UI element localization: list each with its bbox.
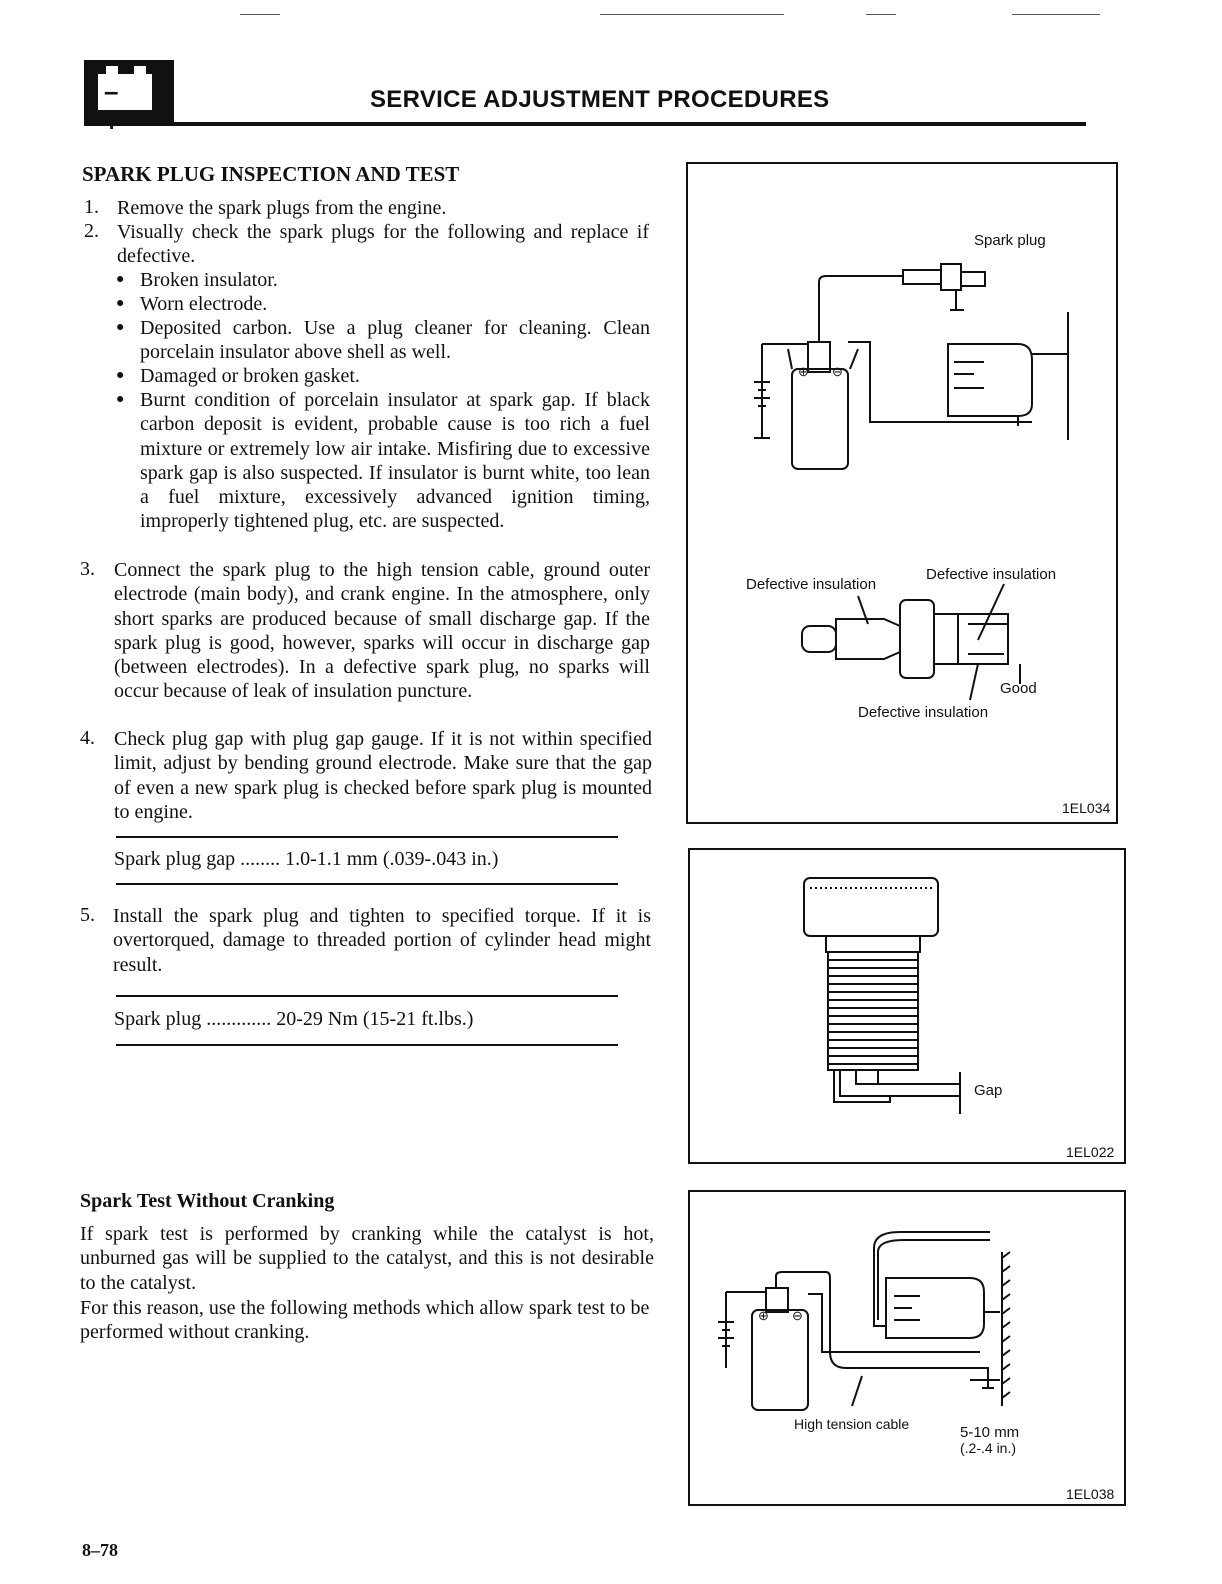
scan-mark	[1012, 14, 1100, 15]
section-heading-spark-test: Spark Test Without Cranking	[80, 1190, 335, 1212]
step-3-text: Connect the spark plug to the high tension cable, ground outer electrode (main body), and crank engine. In the atmosphere, only short sparks are produced because of small discharge gap. If the spark plug is good, however, sparks will occur in discharge gap (between electrodes). In a defective spark plug, no sparks will occur because of leak of insulation puncture.	[114, 559, 650, 703]
label-high-tension-cable: High tension cable	[794, 1416, 910, 1432]
coil-plus-symbol: ⊕	[758, 1308, 769, 1323]
spec-rule	[116, 1044, 618, 1046]
scan-mark	[600, 14, 784, 15]
bullet-icon: ●	[116, 296, 125, 311]
step-number: 3.	[80, 558, 95, 580]
figure-spark-plug-circuit	[686, 162, 1118, 824]
step-number: 4.	[80, 727, 95, 749]
page-title: SERVICE ADJUSTMENT PROCEDURES	[370, 86, 830, 113]
bullet-icon: ●	[116, 368, 125, 383]
label-defective-insulation-right: Defective insulation	[926, 566, 1057, 583]
bullet-icon: ●	[116, 272, 125, 287]
spark-test-diagram	[690, 1192, 1124, 1504]
section-heading-spark-plug-inspection: SPARK PLUG INSPECTION AND TEST	[82, 162, 460, 186]
page-number: 8–78	[82, 1540, 118, 1560]
battery-symbol: –	[104, 76, 125, 106]
spec-dots: .............	[206, 1008, 272, 1030]
spec-spark-plug-torque	[114, 1008, 473, 1031]
spec-label: Spark plug	[114, 1008, 202, 1030]
figure-spark-plug-gap	[688, 848, 1126, 1164]
step-1-text: Remove the spark plugs from the engine.	[117, 197, 447, 219]
label-distance-mm: 5-10 mm	[960, 1424, 1020, 1441]
bullet-icon: ●	[116, 320, 125, 335]
spark-plug-gap-diagram	[690, 850, 1124, 1162]
header-rule	[84, 122, 1086, 126]
step-number: 1.	[84, 196, 99, 218]
bullet-item: Burnt condition of porcelain insulator at spark gap. If black carbon deposit is evident, probable cause is too rich a fuel mixture or extremely low air intake. Misfiring due to excessive spark gap is also suspected. If insulator is burnt white, too lean a fuel mixture, excessively advanced ignition timing, improperly tightened plug, etc. are suspected.	[140, 389, 650, 533]
spec-rule	[116, 883, 618, 885]
ignition-coil	[752, 1310, 808, 1410]
step-number: 5.	[80, 904, 95, 926]
step-2-text: Visually check the spark plugs for the following and replace if defective.	[117, 221, 649, 268]
spec-spark-plug-gap	[114, 848, 498, 871]
label-defective-insulation-left: Defective insulation	[746, 576, 877, 593]
step-5-text: Install the spark plug and tighten to specified torque. If it is overtorqued, damage to threaded portion of cylinder head might result.	[113, 905, 651, 976]
bullet-item: Deposited carbon. Use a plug cleaner for cleaning. Clean porcelain insulator above shell as well.	[140, 317, 650, 364]
coil-minus-symbol: ⊖	[832, 364, 843, 379]
bullet-item: Damaged or broken gasket.	[140, 365, 360, 387]
figure-code: 1EL022	[1066, 1144, 1115, 1160]
scan-mark	[866, 14, 896, 15]
bullet-item: Worn electrode.	[140, 293, 268, 315]
spark-plug-cutaway-diagram	[688, 164, 1116, 822]
label-spark-plug: Spark plug	[974, 232, 1046, 249]
coil-plus-symbol: ⊕	[798, 364, 809, 379]
battery-icon	[84, 60, 174, 122]
spec-dots: ........	[240, 848, 281, 870]
spark-plug-hex	[900, 600, 934, 678]
figure-code: 1EL034	[1062, 800, 1111, 816]
bullet-icon: ●	[116, 392, 125, 407]
label-good: Good	[1000, 680, 1037, 697]
spec-rule	[116, 995, 618, 997]
coil-minus-symbol: ⊖	[792, 1308, 803, 1323]
step-4-text: Check plug gap with plug gap gauge. If it is not within specified limit, adjust by bending ground electrode. Make sure that the gap of even a new spark plug is checked before spark plug is mounted to engine.	[114, 728, 652, 823]
figure-spark-test-without-cranking	[688, 1190, 1126, 1506]
spec-value: 20-29 Nm (15-21 ft.lbs.)	[276, 1008, 474, 1030]
section-2-paragraph-1: If spark test is performed by cranking while the catalyst is hot, unburned gas will be supplied to the catalyst, and this is not desirable to the catalyst.	[80, 1223, 654, 1294]
spec-label: Spark plug gap	[114, 848, 236, 870]
label-defective-insulation-bottom: Defective insulation	[858, 704, 989, 721]
label-gap: Gap	[974, 1082, 1003, 1099]
spec-rule	[116, 836, 618, 838]
spark-plug-body	[804, 878, 938, 936]
bullet-item: Broken insulator.	[140, 269, 278, 291]
label-distance-in: (.2-.4 in.)	[960, 1440, 1017, 1456]
scan-mark	[240, 14, 280, 15]
spec-value: 1.0-1.1 mm (.039-.043 in.)	[285, 848, 499, 870]
step-number: 2.	[84, 220, 99, 242]
section-2-paragraph-2: For this reason, use the following methods which allow spark test to be performed without cranking.	[80, 1297, 650, 1344]
figure-code: 1EL038	[1066, 1486, 1115, 1502]
